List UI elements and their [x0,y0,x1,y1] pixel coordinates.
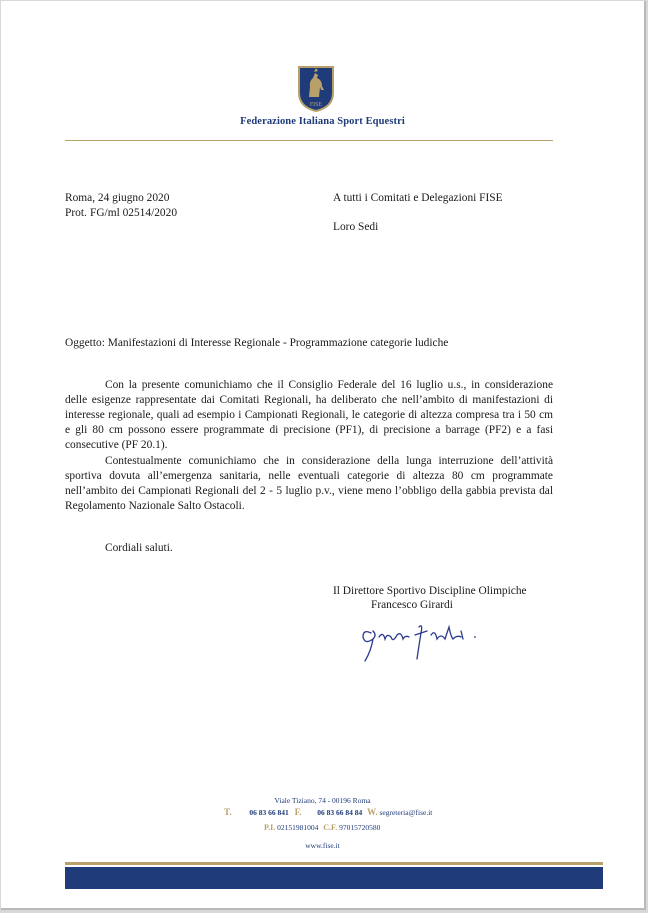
paragraph-2-line: sportiva dovuta all’emergenza sanitaria, nelle eventuali categorie di altezza 80 cm programmate [65,470,553,482]
closing-greeting: Cordiali saluti. [105,542,173,554]
paragraph-1-line: delle esigenze rappresentate dai Comitati Regionali, ha deliberato che nell’ambito di manifestazioni di [65,394,553,406]
protocol-number: FG/ml 02514/2020 [90,207,178,219]
website-link[interactable]: www.fise.it [305,841,340,850]
protocol-label: Prot. [65,207,87,219]
paragraph-1 [65,378,553,453]
paragraph-2 [65,454,553,514]
tel-label: T. [224,807,232,817]
tel-number: 06 83 66 841 [249,808,289,817]
footer-address: Viale Tiziano, 74 - 00196 Roma [274,796,371,805]
signatory-name: Francesco Girardi [371,599,453,611]
footer-contacts [224,807,432,817]
fax-label: F. [294,807,302,817]
paragraph-1-line: Con la presente comunichiamo che il Consiglio Federale del 16 luglio u.s., in considerazione [105,379,553,391]
paragraph-1-line: consecutive (PF 20.1). [65,439,168,451]
footer-navy-band [65,867,603,889]
web-label: W. [367,807,378,817]
email-link[interactable]: segreteria@fise.it [379,808,433,817]
paragraph-1-line: interesse regionale, quali ad esempio i Campionati Regionali, le categorie di altezza compresa tra i 50 cm [65,409,553,421]
handwritten-signature [357,613,497,667]
signatory-title: Il Direttore Sportivo Discipline Olimpiche [333,585,527,597]
letter-page [1,1,646,910]
paragraph-2-line: Regolamento Nazionale Salto Ostacoli. [65,500,245,512]
paragraph-2-line: Contestualmente comunichiamo che in considerazione della lunga interruzione dell’attività [105,455,553,467]
logo-text: FISE [309,102,323,108]
fise-logo-icon [295,63,337,113]
federation-name: Federazione Italiana Sport Equestri [240,116,405,127]
subject-line: Oggetto: Manifestazioni di Interesse Regionale - Programmazione categorie ludiche [65,337,449,349]
piva-label: P.I. [264,823,276,832]
paragraph-1-line: e gli 80 cm possono essere programmate di precisione (PF1), di precisione a barrage (PF2) e a fasi [65,424,553,436]
cf-number: 97015720580 [339,823,381,832]
letter-date: Roma, 24 giugno 2020 [65,192,170,204]
piva-number: 02151981004 [277,823,319,832]
cf-label: C.F. [323,823,338,832]
recipient-line2: Loro Sedi [333,221,379,233]
footer-tax-ids [264,823,380,832]
recipient-line1: A tutti i Comitati e Delegazioni FISE [333,192,503,204]
paragraph-2-line: nell’ambito dei Campionati Regionali del 2 - 5 luglio p.v., viene meno l’obbligo della gabbia prevista dal [65,485,553,497]
header-divider [65,140,553,141]
fax-number: 06 83 66 84 84 [317,808,363,817]
footer-gold-band [65,862,603,865]
